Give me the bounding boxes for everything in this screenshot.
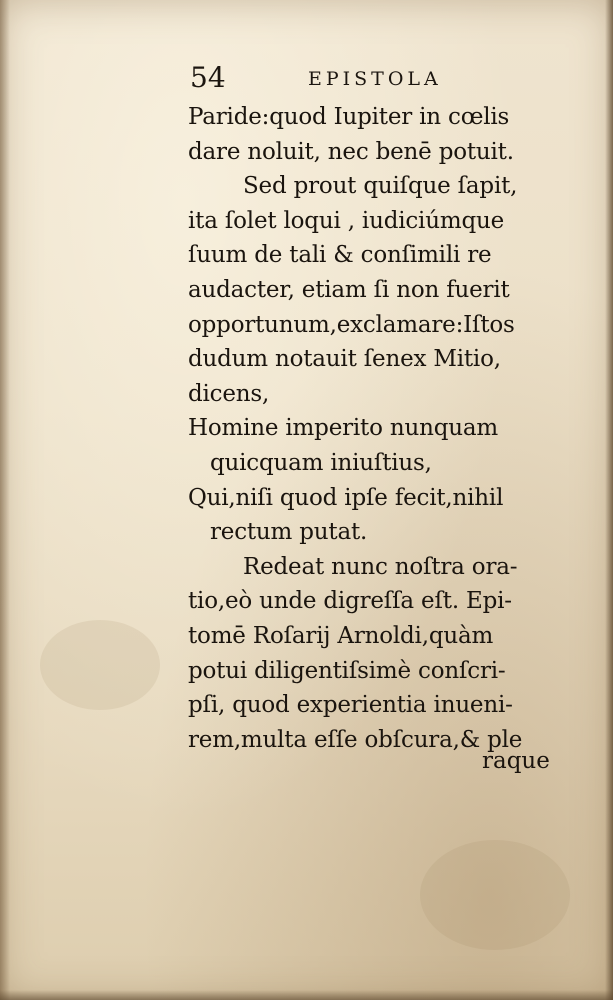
text-line: ſuum de tali & conſimili re [188, 242, 492, 269]
text-line: audacter, etiam ſi non fuerit [188, 276, 510, 303]
verse-line: Homine imperito nunquam [188, 415, 498, 442]
verse-line: rectum putat. [210, 519, 368, 546]
text-line: dudum notauit ſenex Mitio, [188, 346, 501, 373]
text-line: Paride:quod Iupiter in cœlis [188, 104, 510, 130]
paper-stain [420, 840, 570, 950]
text-line: rem,multa eſſe obſcura,& ple [188, 726, 523, 753]
catchword: raque [482, 748, 550, 774]
text-line: dicens, [188, 380, 270, 407]
text-line: tomē Roſarij Arnoldi,quàm [188, 622, 494, 649]
page-header [190, 60, 570, 100]
text-line: tio,eò unde digreſſa eſt. Epi- [188, 588, 512, 615]
paper-stain [40, 620, 160, 710]
text-line: opportunum,exclamare:Iſtos [188, 311, 515, 338]
page-edge-right [605, 0, 613, 1000]
text-line: ita ſolet loqui , iudiciúmque [188, 207, 504, 234]
running-head: EPISTOLA [308, 68, 442, 90]
text-line: Redeat nunc noſtra ora- [243, 553, 518, 580]
text-line: potui diligentiſsimè conſcri- [188, 657, 506, 684]
text-line: dare noluit, nec benē potuit. [188, 138, 514, 165]
text-line: Sed prout quiſque ſapit, [243, 173, 518, 200]
page-edge-left [0, 0, 10, 1000]
body-text [188, 100, 573, 757]
verse-line: quicquam iniuſtius, [210, 449, 432, 476]
page-edge-bottom [0, 990, 613, 1000]
verse-line: Qui,niſi quod ipſe fecit,nihil [188, 484, 504, 511]
page-number: 54 [190, 61, 226, 94]
text-line: pſi, quod experientia inueni- [188, 692, 513, 719]
